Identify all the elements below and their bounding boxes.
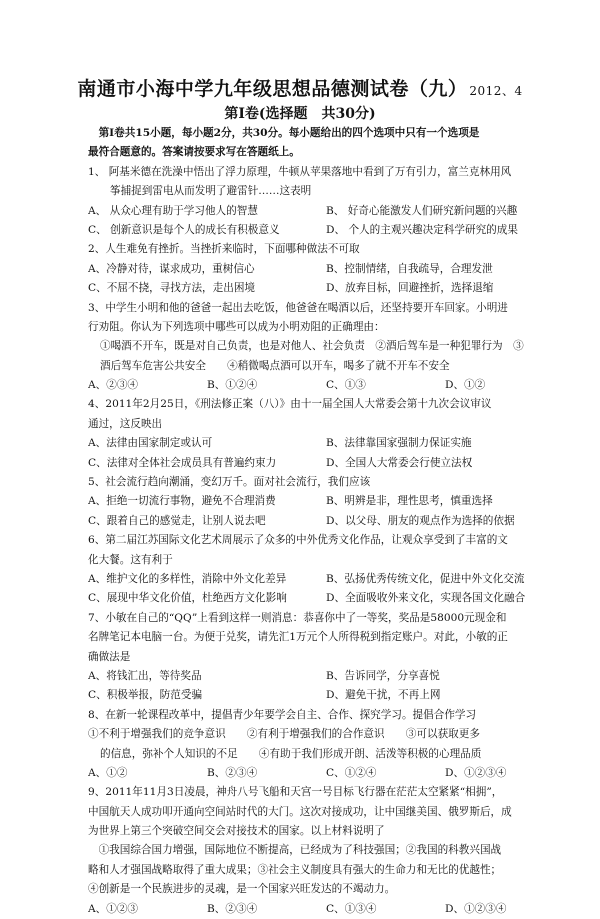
option-choice: A、拒绝一切流行事物，避免不合理消费	[88, 495, 276, 508]
question-stem-line: 2、人生难免有挫折。当挫折来临时，下面哪种做法不可取	[88, 243, 360, 256]
option-choice: B、弘扬优秀传统文化，促进中外文化交流	[326, 572, 525, 585]
question-stem-line: 行劝阻。你认为下列选项中哪些可以成为小明劝阻的正确理由：	[88, 320, 385, 333]
question-6	[88, 531, 564, 609]
option-choice: B、 好奇心能激发人们研究新问题的兴趣	[326, 204, 518, 217]
question-stem-line: 9、2011年11月3日凌晨，神舟八号飞船和天宫一号目标飞行器在茫茫太空紧紧“相拥”，	[88, 786, 503, 799]
question-stem-line: 确做法是	[88, 650, 131, 663]
option-row	[88, 279, 564, 298]
option-row	[88, 376, 564, 395]
option-choice: A、②③④	[88, 379, 139, 392]
question-stem-line: 筝捕捉到雷电从而发明了避雷针……这表明	[110, 185, 312, 198]
question-stem-line: 名牌笔记本电脑一台。为便于兑奖，请先汇1万元个人所得税到指定账户。对此，小敏的正	[88, 631, 508, 644]
exam-date: 2012、4	[469, 84, 523, 98]
option-choice: C、法律对全体社会成员具有普遍约束力	[88, 456, 277, 469]
option-row	[88, 589, 564, 608]
question-stem-line: 1、 阿基米德在洗澡中悟出了浮力原理，牛顿从苹果落地中看到了万有引力，富兰克林用风	[88, 165, 512, 178]
option-row	[88, 492, 564, 511]
option-choice: A、冷静对待，谋求成功，重树信心	[88, 262, 255, 275]
option-choice: A、维护文化的多样性，消除中外文化差异	[88, 572, 287, 585]
question-stem-line: 4、2011年2月25日，《刑法修正案（八）》由十一届全国人大常委会第十九次会议审议	[88, 398, 492, 411]
option-choice: D、①②③④	[445, 766, 507, 779]
option-row	[88, 221, 564, 240]
question-stem-line: 的信息，弥补个人知识的不足 ④有助于我们形成开朗、活泼等积极的心理品质	[100, 747, 482, 760]
option-choice: B、①②④	[207, 379, 258, 392]
option-choice: B、②③④	[207, 766, 258, 779]
question-stem-line: ①喝酒不开车，既是对自己负责，也是对他人、社会负责 ②酒后驾车是一种犯罪行为 ③	[100, 340, 524, 353]
question-stem-line: 为世界上第三个突破空间交会对接技术的国家。以上材料说明了	[88, 825, 385, 838]
option-choice: B、法律靠国家强制力保证实施	[326, 437, 472, 450]
option-choice: D、①②③④	[445, 902, 507, 915]
question-body	[88, 124, 564, 919]
question-stem-line: 3、中学生小明和他的爸爸一起出去吃饭，他爸爸在喝酒以后，还坚持要开车回家。小明进	[88, 301, 508, 314]
option-choice: C、①③④	[326, 902, 377, 915]
option-choice: D、放弃目标，回避挫折，选择退缩	[326, 282, 494, 295]
question-stem-line: 6、第二届江苏国际文化艺术周展示了众多的中外优秀文化作品，让观众享受到了丰富的文	[88, 534, 508, 547]
option-choice: A、法律由国家制定或认可	[88, 437, 213, 450]
option-choice: C、①③	[326, 379, 366, 392]
option-row	[88, 667, 564, 686]
option-choice: A、①②③	[88, 902, 139, 915]
option-row	[88, 202, 564, 221]
question-stem-line: 略和人才强国战略取得了重大成果；③社会主义制度具有强大的生命力和无比的优越性；	[88, 863, 502, 876]
question-stem-line: 5、社会流行趋向潮涌，变幻万千。面对社会流行，我们应该	[88, 476, 371, 489]
option-choice: C、展现中华文化价值，杜绝西方文化影响	[88, 592, 287, 605]
option-choice: D、以父母、朋友的观点作为选择的依据	[326, 514, 515, 527]
option-choice: D、①②	[445, 379, 486, 392]
question-stem-line: 通过，这反映出	[88, 417, 163, 430]
option-choice: A、①②	[88, 766, 128, 779]
option-choice: C、不屈不挠，寻找方法，走出困境	[88, 282, 256, 295]
question-stem-line: 酒后驾车危害公共安全 ④稍微喝点酒可以开车，喝多了就不开车不安全	[100, 359, 450, 372]
instruction-line: 最符合题意的。答案请按要求写在答题纸上。	[88, 146, 300, 159]
option-choice: C、 创新意识是每个人的成长有积极意义	[88, 223, 280, 236]
question-stem-line: 中国航天人成功叩开通向空间站时代的大门。这次对接成功，让中国继美国、俄罗斯后，成	[88, 805, 512, 818]
question-8	[88, 706, 564, 784]
question-2	[88, 240, 564, 298]
exam-title	[0, 74, 600, 101]
question-4	[88, 395, 564, 473]
question-stem-line: ①我国综合国力增强，国际地位不断提高，已经成为了科技强国；②我国的科教兴国战	[88, 844, 502, 857]
question-9	[88, 783, 564, 919]
option-choice: C、跟着自己的感觉走，让别人说去吧	[88, 514, 266, 527]
section-heading: 第Ⅰ卷(选择题 共30分)	[224, 106, 376, 122]
option-row	[88, 454, 564, 473]
question-1	[88, 163, 564, 241]
option-row	[88, 512, 564, 531]
question-stem-line: 化大餐。这有利于	[88, 553, 173, 566]
option-row	[88, 686, 564, 705]
option-choice: D、避免干扰，不再上网	[326, 689, 441, 702]
option-choice: D、全面吸收外来文化，实现各国文化融合	[326, 592, 526, 605]
option-choice: C、①②④	[326, 766, 377, 779]
option-row	[88, 900, 564, 919]
option-row	[88, 260, 564, 279]
question-stem-line: ④创新是一个民族进步的灵魂，是一个国家兴旺发达的不竭动力。	[88, 883, 396, 896]
option-choice: A、将钱汇出，等待奖品	[88, 669, 202, 682]
question-stem-line: 8、在新一轮课程改革中，提倡青少年要学会自主、合作、探究学习。提倡合作学习	[88, 708, 477, 721]
question-3	[88, 299, 564, 396]
option-choice: B、②③④	[207, 902, 258, 915]
question-5	[88, 473, 564, 531]
option-row	[88, 764, 564, 783]
option-choice: C、积极举报，防范受骗	[88, 689, 203, 702]
option-choice: D、全国人大常委会行使立法权	[326, 456, 473, 469]
option-choice: B、控制情绪，自我疏导，合理发泄	[326, 262, 493, 275]
option-choice: B、明辨是非，理性思考，慎重选择	[326, 495, 493, 508]
question-7	[88, 609, 564, 706]
option-row	[88, 434, 564, 453]
option-choice: B、告诉同学，分享喜悦	[326, 669, 440, 682]
option-choice: D、 个人的主观兴趣决定科学研究的成果	[326, 223, 518, 236]
instruction-line: 第Ⅰ卷共15小题，每小题2分，共30分。每小题给出的四个选项中只有一个选项是	[88, 127, 480, 139]
exam-title-text: 南通市小海中学九年级思想品德测试卷（九）	[77, 78, 468, 100]
question-stem-line: 7、小敏在自己的“QQ”上看到这样一则消息：恭喜你中了一等奖，奖品是58000元现金和	[88, 611, 507, 624]
option-row	[88, 570, 564, 589]
option-choice: A、 从众心理有助于学习他人的智慧	[88, 204, 258, 217]
question-stem-line: ①不利于增强我们的竞争意识 ②有利于增强我们的合作意识 ③可以获取更多	[88, 728, 480, 741]
